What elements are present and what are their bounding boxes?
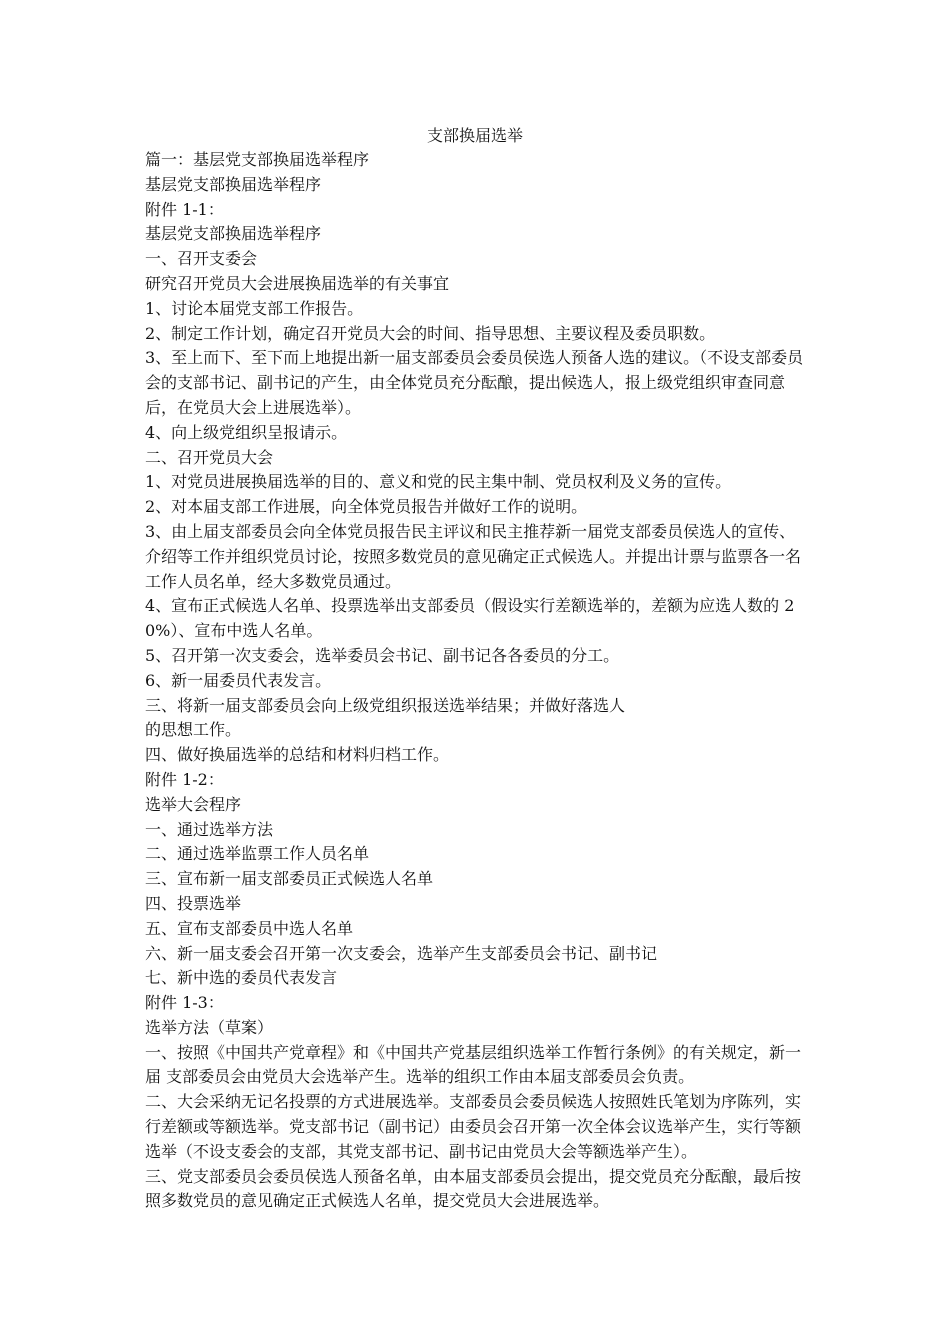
paragraph: 二、通过选举监票工作人员名单 (145, 844, 370, 864)
paragraph: 1、对党员进展换届选举的目的、意义和党的民主集中制、党员权利及义务的宣传。 (145, 472, 732, 492)
paragraph: 基层党支部换届选举程序 (145, 224, 322, 244)
paragraph: 四、投票选举 (145, 893, 242, 913)
paragraph: 3、至上而下、至下而上地提出新一届支部委员会委员侯选人预备人选的建议。（不设支部委员会的支部书记、副书记的产生，由全体党员充分酝酿，提出候选人，报上级党组织审查同意后，在党员大会上进展选举）。 (145, 348, 804, 417)
paragraph: 一、按照《中国共产党章程》和《中国共产党基层组织选举工作暂行条例》的有关规定，新一届 支部委员会由党员大会选举产生。选举的组织工作由本届支部委员会负责。 (145, 1042, 802, 1087)
paragraph: 2、对本届支部工作进展，向全体党员报告并做好工作的说明。 (145, 497, 588, 517)
paragraph: 选举方法（草案） (145, 1017, 274, 1037)
paragraph: 附件 1-1： (145, 199, 224, 219)
paragraph: 1、讨论本届党支部工作报告。 (145, 298, 364, 318)
paragraph: 2、制定工作计划，确定召开党员大会的时间、指导思想、主要议程及委员职数。 (145, 323, 716, 343)
paragraph: 3、由上届支部委员会向全体党员报告民主评议和民主推荐新一届党支部委员侯选人的宣传、介绍等工作并组织党员讨论，按照多数党员的意见确定正式候选人。并提出计票与监票各一名工作人员名单，经大多数党员通过。 (145, 521, 802, 591)
paragraph: 基层党支部换届选举程序 (145, 174, 322, 194)
paragraph: 附件 1-3： (145, 993, 224, 1013)
document-title: 支部换届选举 (426, 126, 523, 145)
paragraph: 篇一：基层党支部换届选举程序 (145, 150, 370, 169)
paragraph: 五、宣布支部委员中选人名单 (145, 918, 354, 938)
paragraph: 三、宣布新一届支部委员正式候选人名单 (145, 869, 434, 889)
paragraph: 附件 1-2： (145, 769, 224, 789)
paragraph: 六、新一届支委会召开第一次支委会，选举产生支部委员会书记、副书记 (145, 943, 658, 963)
paragraph: 三、将新一届支部委员会向上级党组织报送选举结果；并做好落选人 (145, 695, 626, 715)
paragraph: 四、做好换届选举的总结和材料归档工作。 (145, 745, 450, 765)
paragraph: 二、大会采纳无记名投票的方式进展选举。支部委员会委员候选人按照姓氏笔划为序陈列，实行差额或等额选举。党支部书记（副书记）由委员会召开第一次全体会议选举产生，实行等额选举（不设支委会的支部，其党支部书记、副书记由党员大会等额选举产生）。 (145, 1092, 802, 1161)
paragraph: 七、新中选的委员代表发言 (145, 968, 338, 988)
paragraph: 4、向上级党组织呈报请示。 (145, 422, 348, 442)
paragraph: 一、通过选举方法 (145, 819, 274, 839)
document-body (145, 148, 811, 1214)
paragraph: 6、新一届委员代表发言。 (145, 670, 332, 690)
paragraph: 5、召开第一次支委会，选举委员会书记、副书记各各委员的分工。 (145, 645, 620, 665)
paragraph: 一、召开支委会 (145, 249, 258, 269)
paragraph: 三、党支部委员会委员侯选人预备名单，由本届支部委员会提出，提交党员充分酝酿，最后按照多数党员的意见确定正式候选人名单，提交党员大会进展选举。 (145, 1166, 802, 1211)
paragraph: 研究召开党员大会进展换届选举的有关事宜 (145, 273, 450, 293)
paragraph: 4、宣布正式候选人名单、投票选举出支部委员（假设实行差额选举的，差额为应选人数的 20%）、宣布中选人名单。 (145, 596, 795, 641)
paragraph: 选举大会程序 (145, 794, 242, 814)
paragraph: 二、召开党员大会 (145, 447, 274, 467)
paragraph: 的思想工作。 (145, 720, 242, 740)
